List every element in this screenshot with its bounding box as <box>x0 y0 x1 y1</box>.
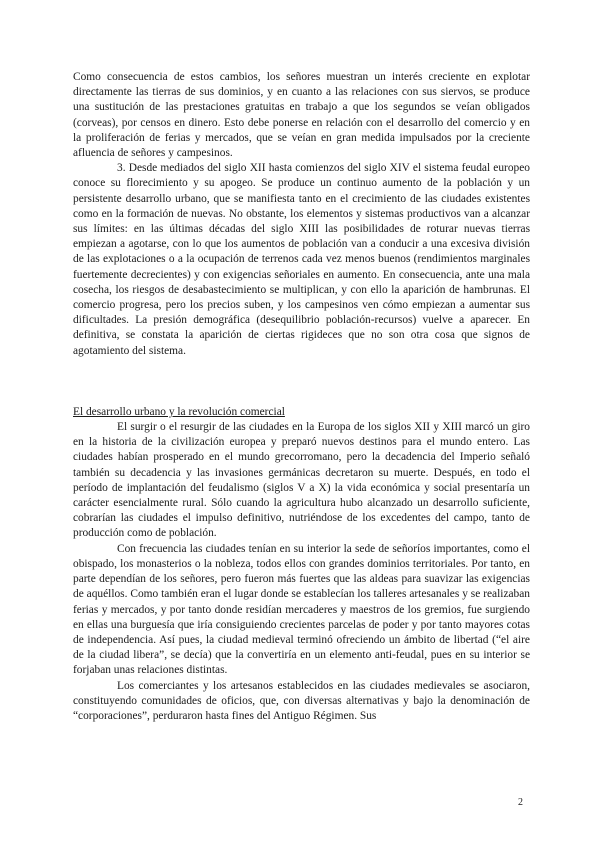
body-paragraph: Con frecuencia las ciudades tenían en su interior la sede de señoríos importantes, como el obispado, los monasterios o la nobleza, todos ellos con grandes dominios territoriales. Por tanto, en parte dependían de los señores, pero fueron más fuertes que las aldeas para suavizar las exigencias de aquéllos. Como también eran el lugar donde se establecían los talleres artesanales y se realizaban ferias y mercados, y por tanto donde residían mercaderes y maestros de los gremios, fue surgiendo en ellas una burguesía que iría consiguiendo crecientes parcelas de poder y por tanto mayores cotas de independencia. Así pues, la ciudad medieval terminó ofreciendo un ámbito de libertad (“el aire de la ciudad libera”, se decía) que la convertiría en un elemento anti-feudal, pues en su interior se forjaban unas relaciones distintas. <box>73 542 530 677</box>
body-paragraph: El surgir o el resurgir de las ciudades en la Europa de los siglos XII y XIII marcó un giro en la historia de la civilización europea y preparó nuevos destinos para el mundo entero. Las ciudades habían prosperado en el mundo grecorromano, pero la decadencia del Imperio señaló también su decadencia y las invasiones germánicas decretaron su muerte. Después, en todo el período de implantación del feudalismo (siglos V a X) la vida económica y social presentaría un carácter esencialmente rural. Sólo cuando la agricultura hubo alcanzado un desarrollo suficiente, cobrarían las ciudades el impulso definitivo, nutriéndose de los excedentes del campo, tanto de producción como de población. <box>73 421 530 540</box>
section-spacer <box>73 359 530 405</box>
page-number: 2 <box>518 797 523 808</box>
body-paragraph: Como consecuencia de estos cambios, los señores muestran un interés creciente en explotar directamente las tierras de sus dominios, y en cuanto a las relaciones con sus siervos, se produce una sustitución de las prestaciones gratuitas en trabajo a que los segundos se veían obligados (corveas), por censos en dinero. Esto debe ponerse en relación con el desarrollo del comercio y en la proliferación de ferias y mercados, que se veían en gran medida impulsados por la creciente afluencia de señores y campesinos. <box>73 71 530 160</box>
body-paragraph: Los comerciantes y los artesanos establecidos en las ciudades medievales se asociaron, constituyendo comunidades de oficios, que, con diversas alternativas y bajo la denominación de “corporaciones”, perduraron hasta fines del Antiguo Régimen. Sus <box>73 679 530 722</box>
body-paragraph: 3. Desde mediados del siglo XII hasta comienzos del siglo XIV el sistema feudal europeo conoce su florecimiento y su apogeo. Se produce un continuo aumento de la población y un persistente desarrollo urbano, que se manifiesta tanto en el crecimiento de las ciudades existentes como en la formación de nuevas. No obstante, los elementos y sistemas productivos van a alcanzar sus límites: en las últimas décadas del siglo XIII las posibilidades de roturar nuevas tierras empiezan a agotarse, con lo que los aumentos de población van a conducir a una excesiva división de las explotaciones o a la ocupación de terrenos cada vez menos buenos (rendimientos marginales fuertemente decrecientes) y con exigencias señoriales en aumento. En consecuencia, ante una mala cosecha, los riesgos de desabastecimiento se multiplican, y con ello la aparición de hambrunas. El comercio progresa, pero los precios suben, y los campesinos ven cómo empiezan a aumentar sus dificultades. La presión demográfica (desequilibrio población-recursos) vuelve a aparecer. En definitiva, se constata la aparición de ciertas rigideces que no son otra cosa que signos de agotamiento del sistema. <box>73 162 530 357</box>
section-heading: El desarrollo urbano y la revolución comercial <box>73 405 285 418</box>
page-body <box>73 70 530 724</box>
